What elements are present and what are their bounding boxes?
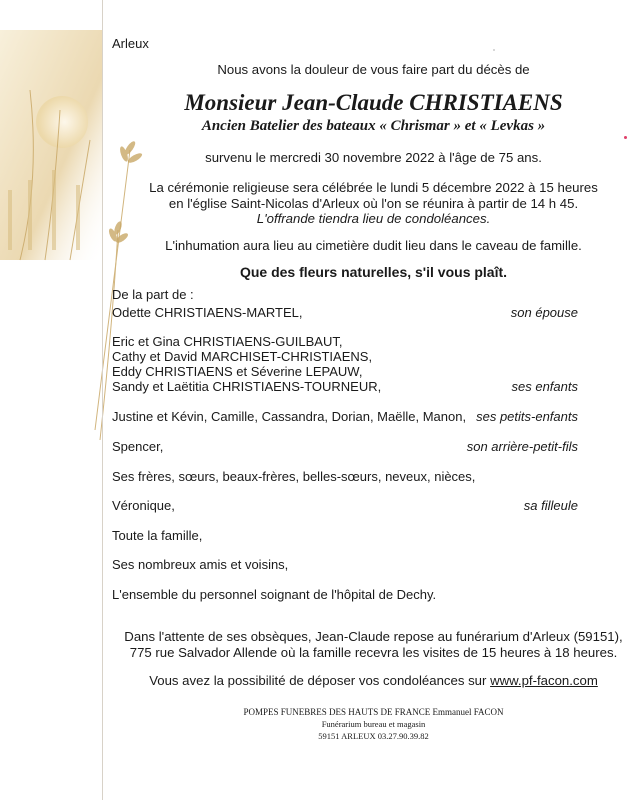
spouse-name: Odette CHRISTIAENS-MARTEL, xyxy=(112,305,303,320)
deceased-subtitle: Ancien Batelier des bateaux « Chrismar » et « Levkas » xyxy=(201,118,546,134)
condolences-prefix: Vous avez la possibilité de déposer vos condoléances sur xyxy=(149,673,491,688)
burial-line: L'inhumation aura lieu au cimetière dudit lieu dans le caveau de famille. xyxy=(165,238,582,253)
goddaughter-role: sa filleule xyxy=(523,498,578,513)
staff-line: L'ensemble du personnel soignant de l'hôpital de Dechy. xyxy=(112,587,437,602)
grandchildren-role: ses petits-enfants xyxy=(476,409,578,424)
great-grandchild-name: Spencer, xyxy=(112,439,164,454)
intro-text: Nous avons la douleur de vous faire part du décès de xyxy=(217,62,530,77)
footer-line-3: 59151 ARLEUX 03.27.90.39.82 xyxy=(318,731,429,741)
flowers-line: Que des fleurs naturelles, s'il vous plaît. xyxy=(239,264,508,280)
child-2: Cathy et David MARCHISET-CHRISTIAENS, xyxy=(112,349,373,364)
deceased-date-line: survenu le mercredi 30 novembre 2022 à l'âge de 75 ans. xyxy=(205,150,542,165)
footer-line-2: Funérarium bureau et magasin xyxy=(321,719,426,729)
friends-line: Ses nombreux amis et voisins, xyxy=(112,557,289,572)
scan-speck xyxy=(493,49,495,51)
ceremony-line-3: L'offrande tiendra lieu de condoléances. xyxy=(256,211,491,226)
spouse-role: son épouse xyxy=(510,305,578,320)
child-3: Eddy CHRISTIAENS et Séverine LEPAUW, xyxy=(112,364,363,379)
ceremony-line-1: La cérémonie religieuse sera célébrée le lundi 5 décembre 2022 à 15 heures xyxy=(149,180,598,195)
footer-line-1: POMPES FUNEBRES DES HAUTS DE FRANCE Emmanuel FACON xyxy=(243,707,504,717)
rest-line-1: Dans l'attente de ses obsèques, Jean-Claude repose au funérarium d'Arleux (59151), xyxy=(124,629,623,644)
grandchildren-names: Justine et Kévin, Camille, Cassandra, Dorian, Maëlle, Manon, xyxy=(112,409,467,424)
siblings-line: Ses frères, sœurs, beaux-frères, belles-sœurs, neveux, nièces, xyxy=(112,469,476,484)
place-name: Arleux xyxy=(112,36,149,51)
child-1: Eric et Gina CHRISTIAENS-GUILBAUT, xyxy=(112,334,343,349)
scan-speck xyxy=(624,136,627,139)
condolences-link[interactable]: www.pf-facon.com xyxy=(490,673,598,688)
from-label: De la part de : xyxy=(112,287,194,302)
great-grandchild-role: son arrière-petit-fils xyxy=(466,439,578,454)
child-4: Sandy et Laëtitia CHRISTIAENS-TOURNEUR, xyxy=(112,379,382,394)
condolences-line xyxy=(103,673,644,688)
rest-line-2: 775 rue Salvador Allende où la famille recevra les visites de 15 heures à 18 heures. xyxy=(129,645,618,660)
goddaughter-name: Véronique, xyxy=(112,498,175,513)
deceased-name: Monsieur Jean-Claude CHRISTIAENS xyxy=(184,90,563,115)
ceremony-line-2: en l'église Saint-Nicolas d'Arleux où l'on se réunira à partir de 14 h 45. xyxy=(168,196,579,211)
all-family-line: Toute la famille, xyxy=(112,528,203,543)
children-role: ses enfants xyxy=(511,379,578,394)
